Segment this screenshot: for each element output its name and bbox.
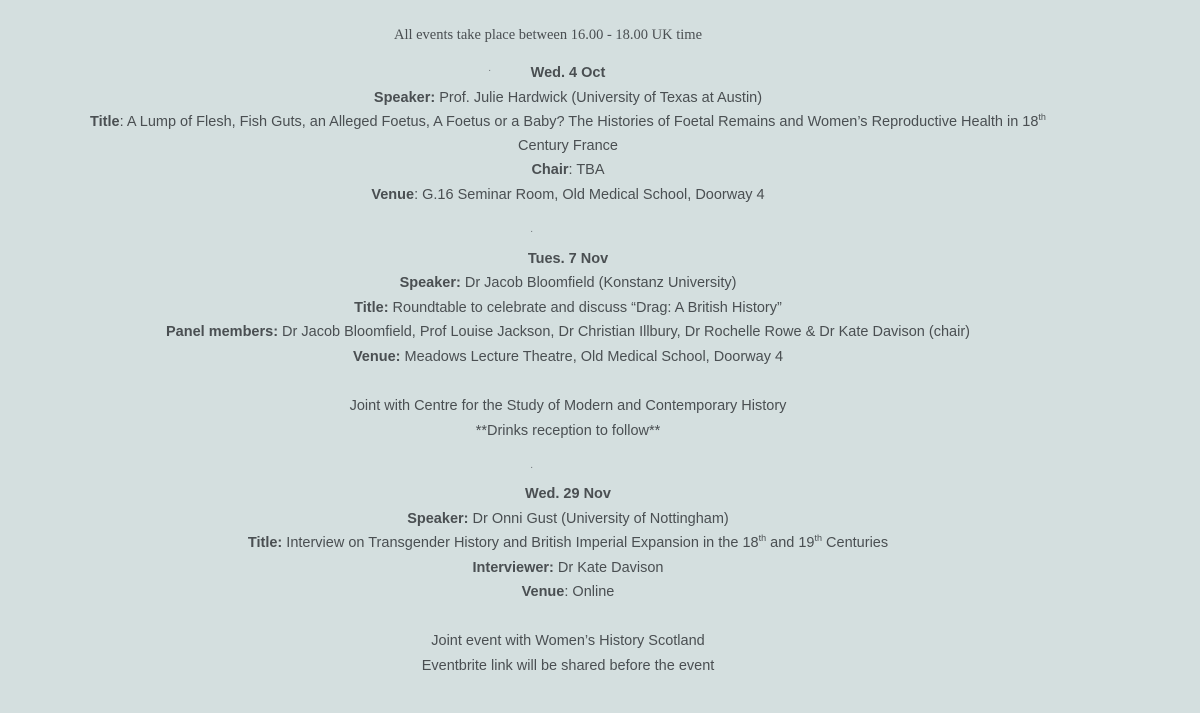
- event-1-venue: Venue: G.16 Seminar Room, Old Medical School, Doorway 4: [371, 187, 765, 203]
- event-2-venue: Venue: Meadows Lecture Theatre, Old Medical School, Doorway 4: [352, 349, 784, 365]
- event-3-interviewer: Interviewer: Dr Kate Davison: [472, 560, 664, 576]
- event-3-note-eventbrite: Eventbrite link will be shared before the event: [421, 658, 715, 674]
- event-2-date: Tues. 7 Nov: [527, 251, 609, 267]
- event-1-speaker: Speaker: Prof. Julie Hardwick (University of Texas at Austin): [373, 90, 763, 106]
- event-3-date: Wed. 29 Nov: [525, 486, 611, 502]
- event-2-note-joint: Joint with Centre for the Study of Modern and Contemporary History: [349, 398, 787, 414]
- event-1-title: Title: A Lump of Flesh, Fish Guts, an Alleged Foetus, A Foetus or a Baby? The Histories of Foetal Remains and Women’s Reproductive Health in 18th: [90, 112, 1046, 130]
- separator-dot: ·: [530, 226, 534, 237]
- event-1-date: Wed. 4 Oct: [530, 65, 606, 81]
- event-2-title: Title: Roundtable to celebrate and discuss “Drag: A British History”: [354, 300, 782, 316]
- event-1-title-cont: Century France: [518, 138, 618, 154]
- event-1-chair: Chair: TBA: [531, 162, 605, 178]
- event-2-panel: Panel members: Dr Jacob Bloomfield, Prof Louise Jackson, Dr Christian Illbury, Dr Rochelle Rowe & Dr Kate Davison (chair): [166, 324, 970, 340]
- separator-dot: ·: [530, 462, 534, 473]
- intro-text: All events take place between 16.00 - 18.00 UK time: [393, 27, 703, 43]
- event-3-note-joint: Joint event with Women’s History Scotland: [431, 633, 705, 649]
- event-3-title: Title: Interview on Transgender History and British Imperial Expansion in the 18th and 19th Centuries: [247, 533, 889, 551]
- event-3-venue: Venue: Online: [521, 584, 615, 600]
- separator-dot: ·: [488, 65, 492, 76]
- event-3-speaker: Speaker: Dr Onni Gust (University of Nottingham): [407, 511, 729, 527]
- event-2-speaker: Speaker: Dr Jacob Bloomfield (Konstanz University): [399, 275, 737, 291]
- event-2-note-drinks: **Drinks reception to follow**: [475, 423, 661, 439]
